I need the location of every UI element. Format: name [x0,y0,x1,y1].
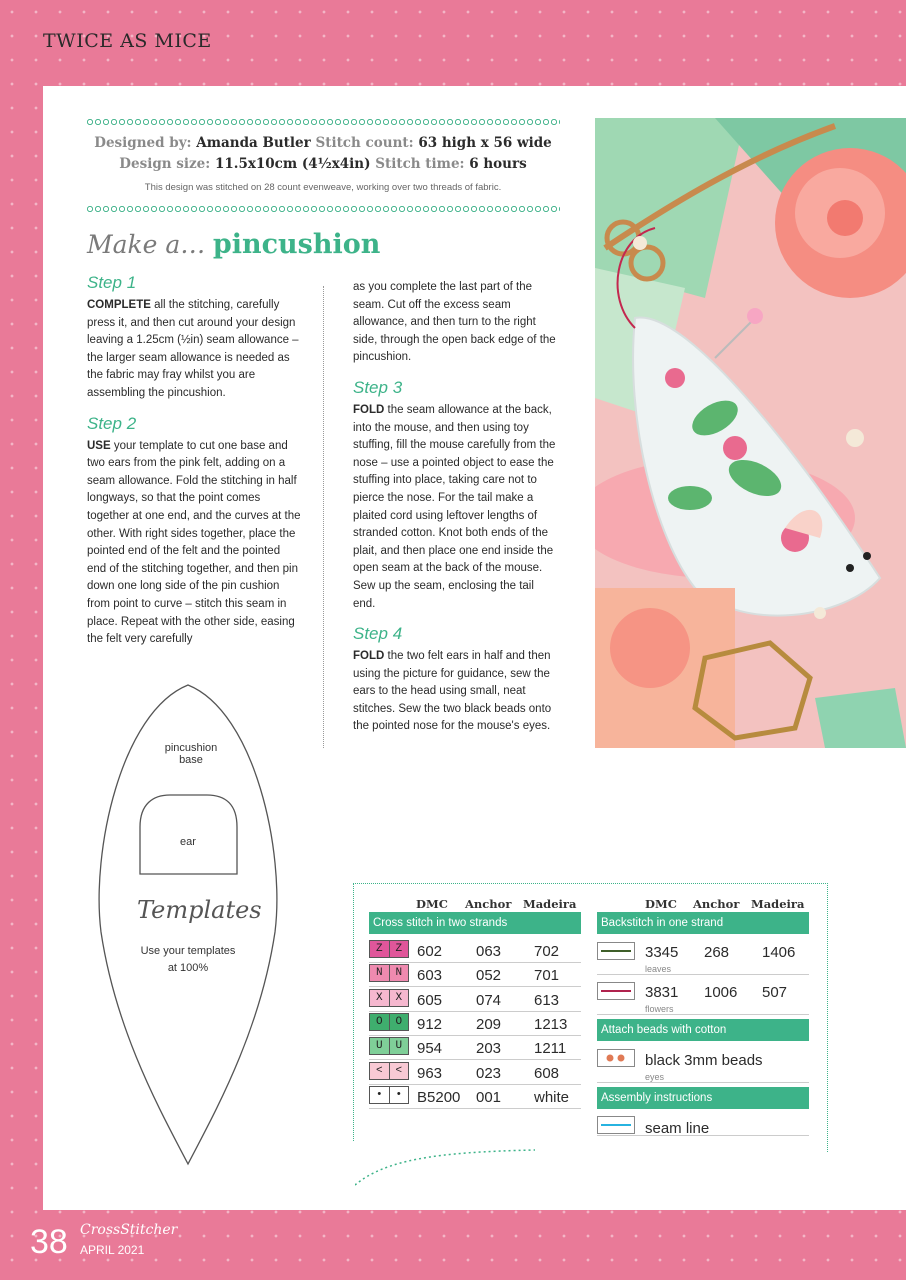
cross-col-anchor: Anchor [465,897,512,911]
code-anchor: 063 [476,943,502,960]
code-dmc: 605 [417,991,443,1009]
ear-template [140,795,237,874]
backstitch-line [601,950,631,952]
section-title: TWICE AS MICE [43,30,212,52]
stitch-time-value: 6 hours [469,156,527,172]
symbol-swatch [369,1037,409,1055]
symbol-cell: X [370,990,389,1006]
backstitch-madeira: 1406 [762,944,796,961]
templates-note [128,943,248,977]
designed-by-label: Designed by: [94,135,192,151]
step-3-heading: Step 3 [353,377,403,397]
design-info-line-2 [86,156,560,172]
cross-stitch-row [369,964,581,987]
backstitch-swatch [597,982,635,1000]
bead-row [597,1049,809,1083]
step-2-lead: USE [87,439,111,452]
code-anchor: 203 [476,1040,502,1058]
code-madeira: white [534,1088,570,1106]
symbol-cell: • [389,1087,409,1103]
step-4-text [353,648,558,736]
backstitch-anchor: 1006 [704,984,738,1001]
back-col-madeira: Madeira [751,897,805,911]
base-label-line-1: pincushion [164,742,218,754]
step-1-text [87,297,302,403]
code-madeira: 702 [534,943,560,960]
title-prefix: Make a… [87,230,206,259]
templates-note-line-2: at 100% [167,962,209,974]
symbol-cell: < [370,1063,389,1079]
bead-note: eyes [645,1072,665,1082]
step-4-lead: FOLD [353,650,385,663]
cross-col-madeira: Madeira [523,897,577,911]
page-title [87,229,380,260]
code-dmc: B5200 [417,1088,461,1106]
backstitch-dmc: 3345 [645,944,679,961]
step-1-body: all the stitching, carefully press it, and then cut around your design leaving a 1.25cm (½in) seam allowance – the larger seam allowance is needed as the fabric may fray whilst you are assembling the pincushion. [87,299,299,399]
instructions-column-2 [353,279,558,746]
step-1-lead: COMPLETE [87,299,151,311]
symbol-cell: < [389,1063,409,1079]
code-madeira: 1211 [534,1040,567,1058]
step-3-text [353,402,558,613]
code-madeira: 608 [534,1064,560,1082]
cross-stitch-row [369,1037,581,1060]
base-label [148,742,234,766]
pincushion-photo [595,118,906,748]
backstitch-note: leaves [645,964,672,974]
bead-label: black 3mm beads [645,1052,763,1069]
step-4-body: the two felt ears in half and then using the picture for guidance, sew the ears to the head using small, neat stitches. Sew the two black beads onto the pointed nose for the mouse's eyes. [353,650,552,733]
cross-col-dmc: DMC [416,897,448,911]
step-2-continuation: as you complete the last part of the seam. Cut off the excess seam allowance, and then turn to the right side, through the open back edge of the pincushion. [353,281,556,364]
templates-heading: Templates [137,896,262,924]
backstitch-line [601,990,631,992]
back-col-dmc: DMC [645,897,677,911]
symbol-cell: • [370,1087,389,1103]
symbol-cell: N [389,965,409,981]
title-main: pincushion [212,229,381,260]
backstitch-row [597,942,809,975]
design-info-line-1 [86,135,560,151]
symbol-cell: U [389,1038,409,1054]
backstitch-header: Backstitch in one strand [597,912,809,934]
backstitch-swatch [597,942,635,960]
fabric-note: This design was stitched on 28 count evenweave, working over two threads of fabric. [144,182,502,193]
backstitch-dmc: 3831 [645,984,679,1001]
instructions-column-1 [87,272,302,659]
magazine-brand: CrossStitcher [80,1222,178,1238]
symbol-swatch [369,1062,409,1080]
assembly-label: seam line [645,1120,710,1137]
code-dmc: 954 [417,1040,443,1058]
symbol-cell: Z [370,941,389,957]
code-anchor: 074 [476,991,502,1009]
assembly-header: Assembly instructions [597,1087,809,1109]
assembly-row [597,1116,809,1136]
backstitch-madeira: 507 [762,984,788,1001]
code-dmc: 602 [417,943,443,960]
symbol-swatch [369,1086,409,1104]
stitch-time-label: Stitch time: [375,156,465,172]
bead-dots-icon [598,1050,634,1066]
code-dmc: 963 [417,1064,443,1082]
symbol-swatch [369,1013,409,1031]
wavy-divider-bottom [86,205,560,213]
photo-illustration [595,118,906,748]
design-size-value: 11.5x10cm (4½x4in) [214,156,371,172]
cross-stitch-row [369,1062,581,1085]
step-3-lead: FOLD [353,403,385,416]
wavy-divider-top [86,118,560,126]
backstitch-note: flowers [645,1004,674,1014]
code-madeira: 613 [534,991,560,1009]
cross-stitch-row [369,1086,581,1109]
chart-key-left-border [353,883,354,1141]
seam-line-icon [601,1124,631,1126]
assembly-swatch [597,1116,635,1134]
cross-stitch-row [369,989,581,1012]
symbol-swatch [369,989,409,1007]
stitch-count-label: Stitch count: [315,135,414,151]
cross-stitch-row [369,1013,581,1036]
designed-by-value: Amanda Butler [196,135,311,151]
backstitch-anchor: 268 [704,944,730,961]
step-3-body: the seam allowance at the back, into the mouse, and then using toy stuffing, fill the mouse carefully from the nose – use a pointed object to ease the stuffing into place, taking care not to pierce the nose. For the tail make a plaited cord using leftover lengths of stranded cotton. Knot both ends of the plait, and then place one end inside the open seam at the back of the mouse. Sew up the seam, enclosing the tail end. [353,403,556,610]
code-dmc: 912 [417,1015,443,1033]
step-4-heading: Step 4 [353,624,403,644]
symbol-swatch [369,964,409,982]
beads-header: Attach beads with cotton [597,1019,809,1041]
symbol-cell: N [370,965,389,981]
key-decorative-curve [355,1130,535,1190]
step-2-heading: Step 2 [87,413,137,433]
templates-note-line-1: Use your templates [140,945,236,957]
symbol-cell: Z [389,941,409,957]
page-number: 38 [30,1223,68,1261]
step-1-heading: Step 1 [87,273,137,292]
ear-label: ear [180,836,196,848]
backstitch-row [597,982,809,1015]
symbol-cell: O [389,1014,409,1030]
base-label-line-2: base [179,754,203,766]
code-anchor: 001 [476,1088,502,1106]
code-anchor: 052 [476,967,502,985]
code-anchor: 209 [476,1015,502,1033]
symbol-cell: O [370,1014,389,1030]
symbol-cell: U [370,1038,389,1054]
symbol-swatch [369,940,409,958]
code-madeira: 1213 [534,1015,568,1033]
code-madeira: 701 [534,967,560,985]
cross-stitch-header: Cross stitch in two strands [369,912,581,934]
symbol-cell: X [389,990,409,1006]
step-2-text [87,438,302,649]
design-size-label: Design size: [119,156,211,172]
code-dmc: 603 [417,967,443,985]
cross-stitch-row [369,940,581,963]
step-2-body: your template to cut one base and two ears from the pink felt, adding on a seam allowance. Fold the stitching in half longways, so that the point comes together at one end, and the curves at the other. With right sides together, place the pointed end of the felt and the pointed end of the stitching together, and then pin down one long side of the pin cushion from point to curve – stitch this seam in place. Repeat with the other side, easing the felt very carefully [87,439,301,646]
issue-date: APRIL 2021 [80,1243,145,1257]
bead-swatch [597,1049,635,1067]
stitch-count-value: 63 high x 56 wide [418,135,552,151]
code-anchor: 023 [476,1064,502,1082]
back-col-anchor: Anchor [693,897,740,911]
column-divider [323,286,324,748]
